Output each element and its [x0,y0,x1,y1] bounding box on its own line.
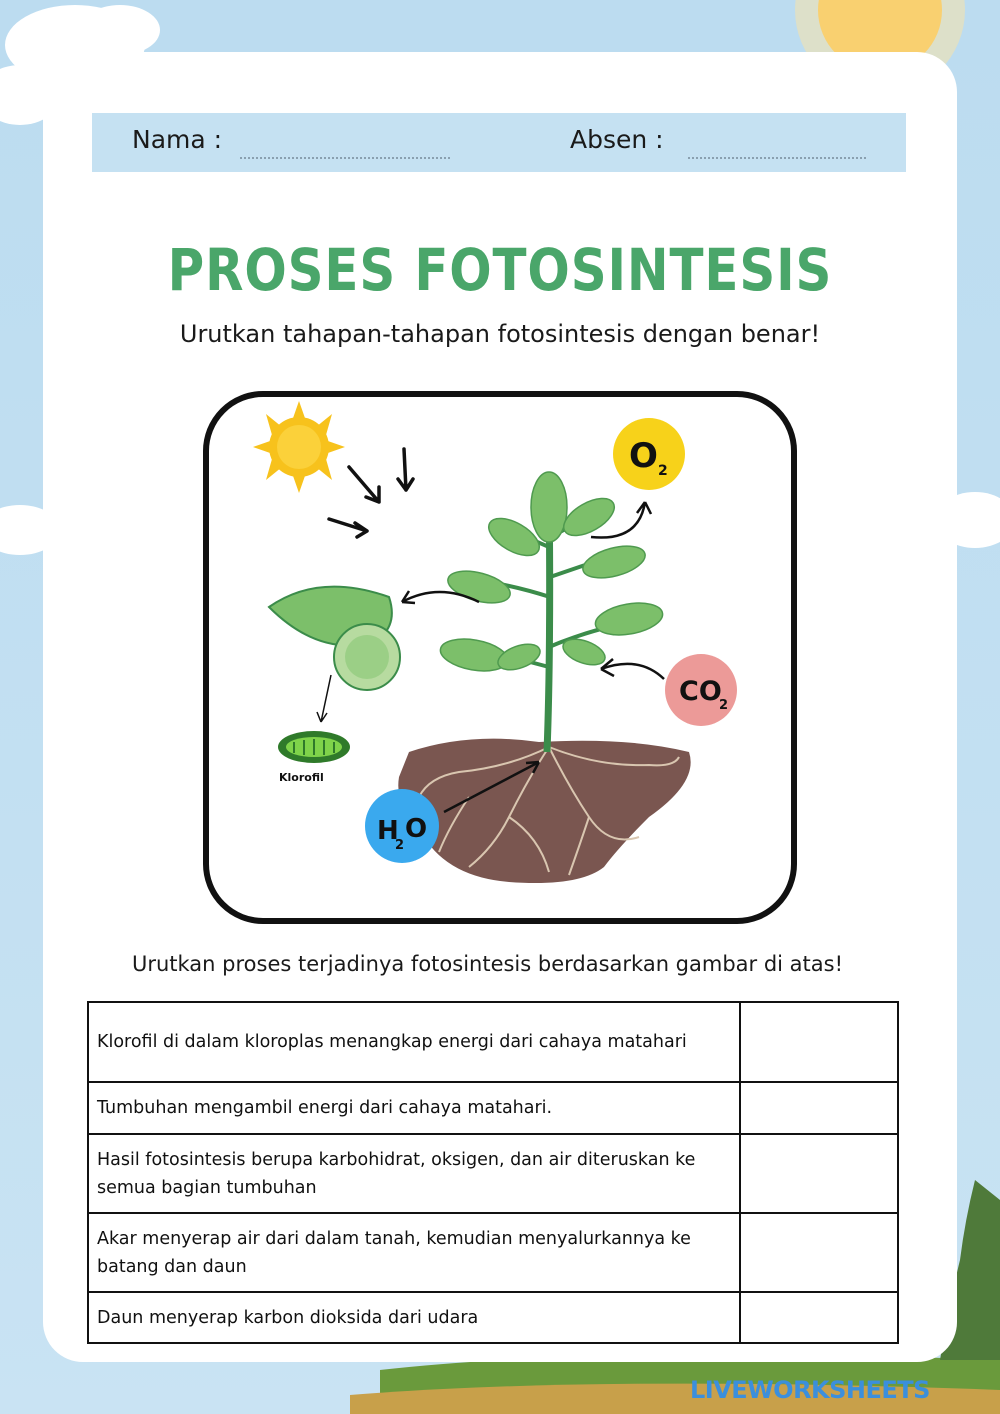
o2-subscript: 2 [658,463,668,479]
step-answer-field[interactable] [740,1292,898,1343]
photosynthesis-diagram [203,391,797,924]
step-answer-field[interactable] [740,1213,898,1292]
h2o-subscript: 2 [395,838,405,853]
page-subtitle: Urutkan tahapan-tahapan fotosintesis dengan benar! [179,320,821,348]
step-answer-field[interactable] [740,1002,898,1082]
h2o-o-label: O [405,814,428,844]
step-text: Daun menyerap karbon dioksida dari udara [88,1292,740,1343]
sunlight-arrows [329,449,413,537]
step-text: Klorofil di dalam kloroplas menangkap energi dari cahaya matahari [88,1002,740,1082]
co2-label: CO [679,676,722,707]
water-bubble [365,789,439,863]
chloroplast-arrow [317,675,331,722]
klorofil-label: Klorofil [279,771,324,784]
steps-table [87,1001,899,1344]
instruction-text: Urutkan proses terjadinya fotosintesis berdasarkan gambar di atas! [131,952,844,976]
absen-field[interactable] [688,157,866,159]
page-title: PROSES FOTOSINTESIS [167,236,833,304]
table-row [88,1002,898,1082]
table-row [88,1134,898,1213]
table-row [88,1213,898,1292]
co2-arrow [601,659,664,679]
chloroplast-icon [278,731,350,763]
student-info-bar [92,113,906,172]
leaf-detail [269,587,400,690]
o2-label: O [629,436,658,476]
step-answer-field[interactable] [740,1134,898,1213]
absen-label: Absen : [570,125,664,154]
diagram-illustration [209,397,791,918]
step-text: Tumbuhan mengambil energi dari cahaya matahari. [88,1082,740,1134]
oxygen-bubble [613,418,685,490]
step-answer-field[interactable] [740,1082,898,1134]
name-label: Nama : [132,125,223,154]
sun-icon [253,401,345,493]
table-row [88,1292,898,1343]
table-row [88,1082,898,1134]
step-text: Hasil fotosintesis berupa karbohidrat, oksigen, dan air diteruskan ke semua bagian tumbuhan [88,1134,740,1213]
co2-subscript: 2 [719,698,729,713]
liveworksheets-watermark: LIVEWORKSHEETS [690,1376,930,1404]
carbon-dioxide-bubble [665,654,737,726]
h2o-h-label: H [377,816,399,846]
step-text: Akar menyerap air dari dalam tanah, kemudian menyalurkannya ke batang dan daun [88,1213,740,1292]
name-field[interactable] [240,157,450,159]
